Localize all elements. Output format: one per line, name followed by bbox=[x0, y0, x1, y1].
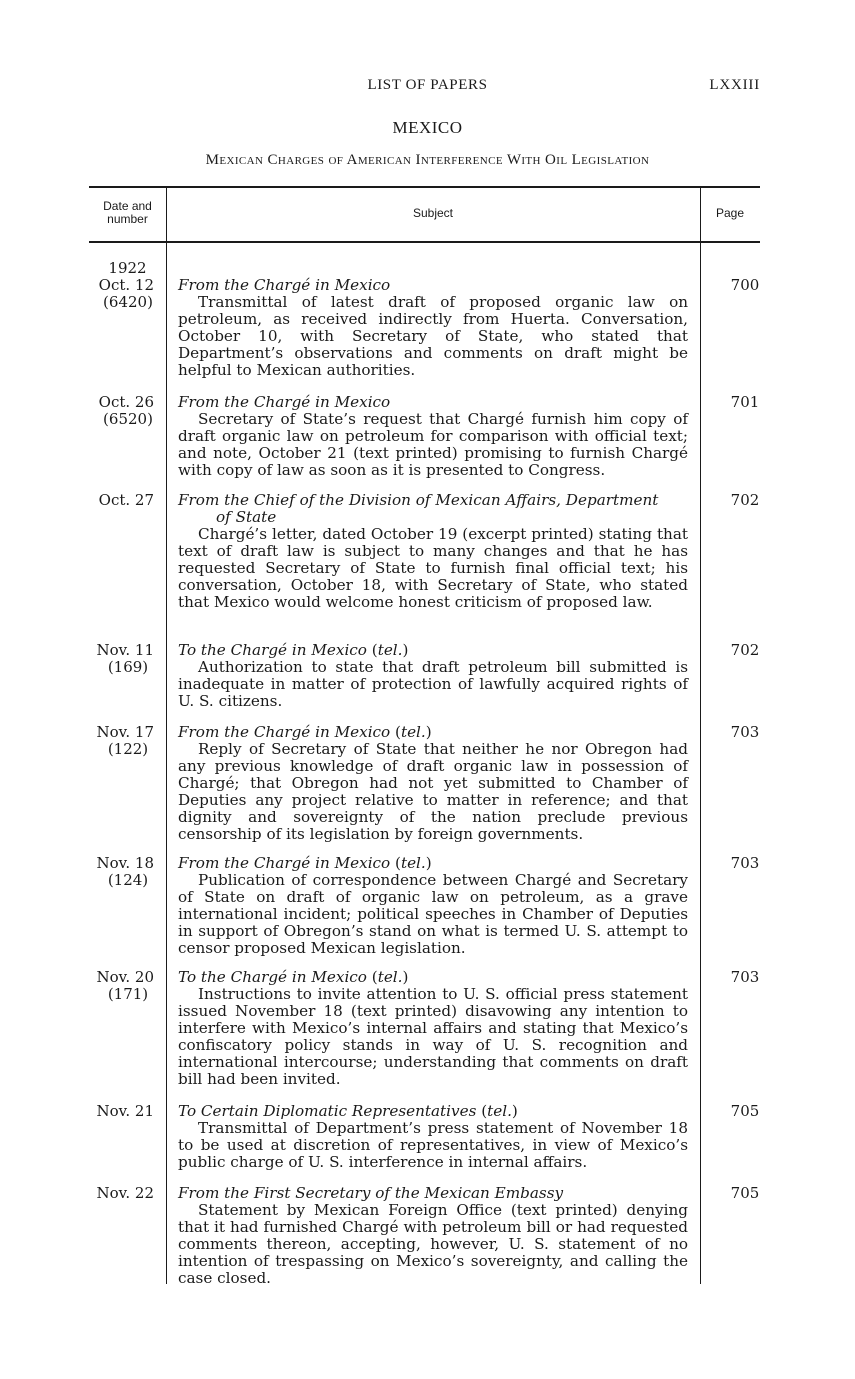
entry-number: (124) bbox=[107, 871, 149, 889]
entry-page: 703 bbox=[730, 723, 760, 741]
entry-from-continued: of State bbox=[216, 508, 277, 526]
subject-cell bbox=[178, 492, 688, 611]
subsection-title: Mexican Charges of American Interference With Oil Legislation bbox=[205, 152, 650, 168]
entry-from-line bbox=[178, 855, 688, 872]
entry-from-line bbox=[178, 642, 688, 659]
subject-cell bbox=[178, 1185, 688, 1287]
entry-date: Nov. 22 bbox=[96, 1184, 154, 1202]
entry-from: From the Chief of the Division of Mexican Affairs, Department bbox=[178, 491, 659, 509]
column-divider-date bbox=[166, 186, 167, 1284]
entry-from: From the Chargé in Mexico bbox=[178, 723, 391, 741]
entry-date: Oct. 12 bbox=[98, 276, 154, 294]
year-label: 1922 bbox=[108, 259, 147, 277]
entry-tel-abbrev: tel. bbox=[400, 723, 426, 741]
entry-date: Nov. 21 bbox=[96, 1102, 154, 1120]
entry-date: Nov. 20 bbox=[96, 968, 154, 986]
entry-tel: (tel.) bbox=[371, 968, 409, 986]
entry-tel: (tel.) bbox=[371, 641, 409, 659]
entry-date: Oct. 27 bbox=[98, 491, 154, 509]
table-top-rule bbox=[89, 186, 760, 188]
column-header-date-line2: number bbox=[107, 212, 148, 226]
entry-page: 702 bbox=[730, 641, 760, 659]
entry-from: From the Chargé in Mexico bbox=[178, 854, 391, 872]
column-header-page: Page bbox=[715, 206, 745, 220]
page-number: LXXIII bbox=[709, 77, 760, 93]
entry-from: From the Chargé in Mexico bbox=[178, 276, 391, 294]
entry-tel: (tel.) bbox=[395, 854, 432, 872]
date-cell bbox=[88, 855, 158, 889]
subject-cell bbox=[178, 969, 688, 1088]
entry-number: (6420) bbox=[103, 293, 153, 311]
entry-tel-abbrev: tel. bbox=[377, 968, 403, 986]
date-cell bbox=[88, 969, 158, 1003]
entry-body: Statement by Mexican Foreign Office (text printed) denying that it had furnished Chargé with petroleum bill or had requested comments thereon, accepting, however, U. S. statement of no intention of trespassing on Mexico’s sovereignty, and calling the case closed. bbox=[178, 1201, 688, 1287]
column-header-subject: Subject bbox=[412, 206, 454, 220]
entry-date: Oct. 26 bbox=[98, 393, 154, 411]
table-header-rule bbox=[89, 241, 760, 243]
subject-cell bbox=[178, 1103, 688, 1171]
entry-tel-abbrev: tel. bbox=[377, 641, 403, 659]
entry-number: (171) bbox=[107, 985, 149, 1003]
entry-page: 703 bbox=[730, 968, 760, 986]
entry-body: Reply of Secretary of State that neither he nor Obregon had any previous knowledge of draft organic law in possession of Chargé; that Obregon had not yet submitted to Chamber of Deputies any project relative to matter in reference; and that dignity and sovereignty of the nation preclude previous censorship of its legislation by foreign governments. bbox=[178, 740, 688, 843]
subject-cell bbox=[178, 642, 688, 710]
entry-page: 702 bbox=[730, 491, 760, 509]
subject-cell bbox=[178, 724, 688, 843]
entry-from: To the Chargé in Mexico bbox=[178, 641, 367, 659]
entry-from: To Certain Diplomatic Representatives bbox=[178, 1102, 477, 1120]
entry-date: Nov. 17 bbox=[96, 723, 154, 741]
running-head bbox=[0, 77, 855, 97]
entry-from-line bbox=[178, 969, 688, 986]
entry-page: 701 bbox=[730, 393, 760, 411]
entry-date: Nov. 18 bbox=[96, 854, 154, 872]
entry-body: Secretary of State’s request that Chargé furnish him copy of draft organic law on petroleum for comparison with official text; and note, October 21 (text printed) promising to furnish Chargé with copy of law as soon as it is presented to Congress. bbox=[178, 410, 688, 479]
entry-body: Instructions to invite attention to U. S. official press statement issued November 18 (text printed) disavowing any intention to interfere with Mexico’s internal affairs and stating that Mexico’s confiscatory policy stands in way of U. S. recognition and international intercourse; understanding that comments on draft bill had been invited. bbox=[178, 985, 688, 1088]
entry-from-line bbox=[178, 1103, 688, 1120]
subject-cell bbox=[178, 855, 688, 957]
entry-from: From the Chargé in Mexico bbox=[178, 393, 391, 411]
entry-date: Nov. 11 bbox=[96, 641, 154, 659]
entry-page: 703 bbox=[730, 854, 760, 872]
subject-cell bbox=[178, 277, 688, 379]
date-cell bbox=[88, 1185, 158, 1202]
entry-body: Chargé’s letter, dated October 19 (excerpt printed) stating that text of draft law is subject to many changes and that he has requested Secretary of State to furnish final official text; his conversation, October 18, with Secretary of State, who stated that Mexico would welcome honest criticism of proposed law. bbox=[178, 525, 688, 611]
entry-from: From the First Secretary of the Mexican Embassy bbox=[178, 1184, 564, 1202]
entry-page: 700 bbox=[730, 276, 760, 294]
column-header-date bbox=[89, 200, 166, 226]
entry-body: Publication of correspondence between Chargé and Secretary of State on draft of organic law on petroleum, as a grave international incident; political speeches in Chamber of Deputies in support of Obregon’s stand on what is termed U. S. attempt to censor proposed Mexican legislation. bbox=[178, 871, 688, 957]
date-cell bbox=[88, 277, 158, 311]
running-title: LIST OF PAPERS bbox=[367, 77, 488, 93]
subject-cell bbox=[178, 394, 688, 479]
date-cell bbox=[88, 642, 158, 676]
entry-number: (6520) bbox=[103, 410, 153, 428]
date-cell bbox=[88, 724, 158, 758]
date-cell bbox=[88, 1103, 158, 1120]
entry-from: To the Chargé in Mexico bbox=[178, 968, 367, 986]
date-cell bbox=[88, 394, 158, 428]
entry-page: 705 bbox=[730, 1184, 760, 1202]
date-cell bbox=[88, 492, 158, 509]
entry-body: Authorization to state that draft petroleum bill submitted is inadequate in matter of protection of lawfully acquired rights of U. S. citizens. bbox=[178, 658, 688, 710]
entry-number: (122) bbox=[107, 740, 149, 758]
entry-from-line bbox=[178, 724, 688, 741]
entry-tel: (tel.) bbox=[481, 1102, 518, 1120]
entry-tel-abbrev: tel. bbox=[487, 1102, 512, 1120]
entry-page: 705 bbox=[730, 1102, 760, 1120]
entry-body: Transmittal of Department’s press statement of November 18 to be used at discretion of representatives, in view of Mexico’s public charge of U. S. interference in internal affairs. bbox=[178, 1119, 688, 1171]
column-header-date-line1: Date and bbox=[103, 199, 152, 213]
section-title: MEXICO bbox=[392, 118, 463, 137]
entry-body: Transmittal of latest draft of proposed organic law on petroleum, as received indirectly from Huerta. Conversation, October 10, with Secretary of State, who stated that Department’s observations and comments on draft might be helpful to Mexican authorities. bbox=[178, 293, 688, 379]
entry-tel: (tel.) bbox=[395, 723, 432, 741]
entry-tel-abbrev: tel. bbox=[400, 854, 426, 872]
entry-number: (169) bbox=[107, 658, 149, 676]
